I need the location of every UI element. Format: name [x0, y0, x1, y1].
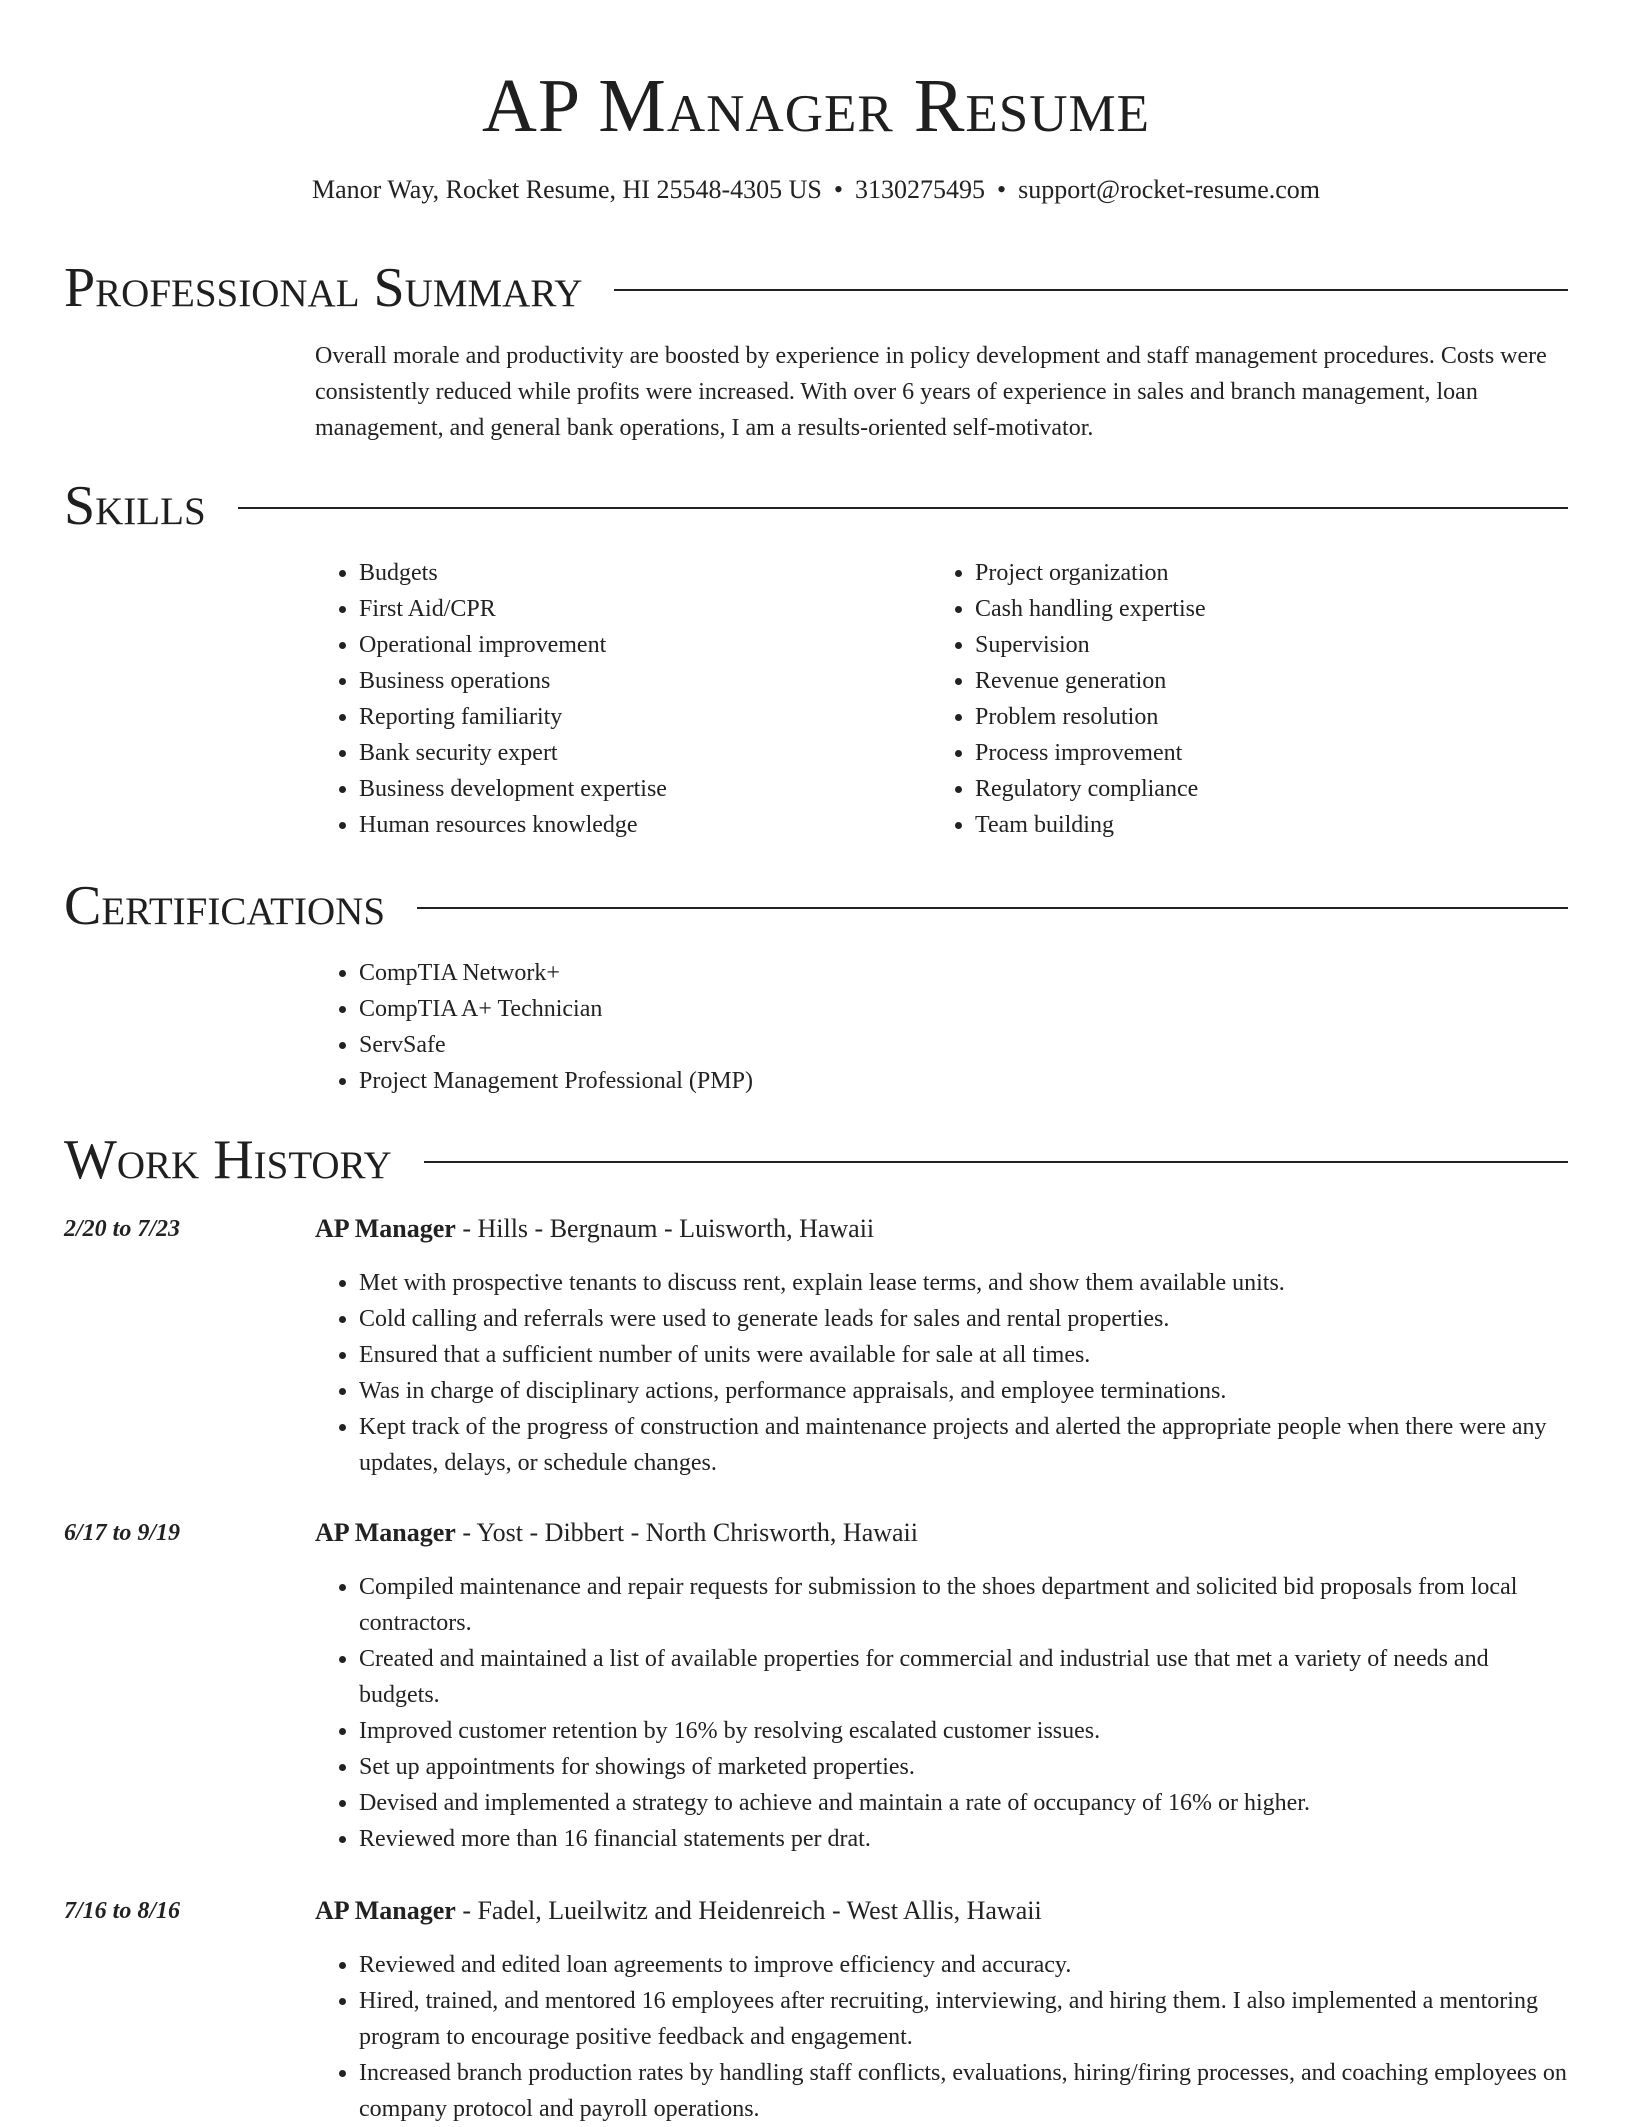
skill-item: • Business development expertise [359, 771, 931, 807]
section-divider [424, 1161, 1568, 1163]
contact-line [64, 172, 1568, 208]
skill-item: • Operational improvement [359, 627, 931, 663]
job-bullet: • Cold calling and referrals were used to generate leads for sales and rental properties. [359, 1301, 1568, 1337]
skill-item: • Problem resolution [975, 699, 1547, 735]
certifications-list [315, 955, 1568, 1099]
summary-heading: Professional Summary [64, 257, 583, 319]
job-bullet: • Increased branch production rates by handling staff conflicts, evaluations, hiring/firing processes, and coaching employees on company protocol and payroll operations. [359, 2055, 1568, 2127]
skills-column-right [931, 555, 1547, 843]
section-divider [417, 907, 1568, 909]
job-bullet: • Kept track of the progress of construction and maintenance projects and alerted the appropriate people when there were any updates, delays, or schedule changes. [359, 1409, 1568, 1481]
certifications-section-header [64, 874, 1568, 938]
page-title: AP Manager Resume [481, 64, 1151, 148]
summary-section-header [64, 256, 1568, 320]
job-bullet: • Created and maintained a list of available properties for commercial and industrial use that met a variety of needs and budgets. [359, 1641, 1568, 1713]
job-dates: 7/16 to 8/16 [64, 1898, 181, 1924]
skill-item: • Project organization [975, 555, 1547, 591]
job-role: AP Manager [315, 1214, 456, 1243]
job-heading [315, 1211, 874, 1247]
contact-phone: 3130275495 [854, 175, 985, 204]
skill-item: • Team building [975, 807, 1547, 843]
skill-item: • Cash handling expertise [975, 591, 1547, 627]
job-heading [315, 1893, 1042, 1929]
skills-heading: Skills [64, 475, 206, 537]
skill-item: • Process improvement [975, 735, 1547, 771]
certification-item: • CompTIA Network+ [359, 955, 1568, 991]
skill-item: • Human resources knowledge [359, 807, 931, 843]
skill-item: • Regulatory compliance [975, 771, 1547, 807]
job-bullet: • Improved customer retention by 16% by resolving escalated customer issues. [359, 1713, 1568, 1749]
job-employer: - Hills - Bergnaum - Luisworth, Hawaii [455, 1214, 875, 1243]
section-divider [614, 289, 1568, 291]
certification-item: • Project Management Professional (PMP) [359, 1063, 1568, 1099]
work-history-section-header [64, 1128, 1568, 1192]
contact-address: Manor Way, Rocket Resume, HI 25548-4305 US [311, 175, 822, 204]
job-bullet: • Compiled maintenance and repair requests for submission to the shoes department and solicited bid proposals from local contractors. [359, 1569, 1568, 1641]
job-bullet: • Was in charge of disciplinary actions, performance appraisals, and employee terminations. [359, 1373, 1568, 1409]
job-bullet: • Set up appointments for showings of marketed properties. [359, 1749, 1568, 1785]
certification-item: • CompTIA A+ Technician [359, 991, 1568, 1027]
contact-email: support@rocket-resume.com [1018, 175, 1321, 204]
skill-item: • Budgets [359, 555, 931, 591]
job-bullet: • Ensured that a sufficient number of units were available for sale at all times. [359, 1337, 1568, 1373]
skill-item: • Revenue generation [975, 663, 1547, 699]
skill-item: • Supervision [975, 627, 1547, 663]
job-bullet: • Hired, trained, and mentored 16 employees after recruiting, interviewing, and hiring them. I also implemented a mentoring program to encourage positive feedback and engagement. [359, 1983, 1568, 2055]
job-bullets [315, 1947, 1568, 2127]
job-heading [315, 1515, 918, 1551]
contact-separator: • [833, 175, 843, 204]
job-role: AP Manager [315, 1518, 456, 1547]
job-role: AP Manager [315, 1896, 456, 1925]
summary-text: Overall morale and productivity are boosted by experience in policy development and staff management procedures. Costs were consistently reduced while profits were increased. With over 6 years of experience in sales and branch management, loan management, and general bank operations, I am a results-oriented self-motivator. [315, 343, 1547, 441]
section-divider [238, 507, 1568, 509]
skill-item: • Business operations [359, 663, 931, 699]
skill-item: • First Aid/CPR [359, 591, 931, 627]
contact-separator: • [996, 175, 1007, 204]
job-employer: - Fadel, Lueilwitz and Heidenreich - West Allis, Hawaii [455, 1896, 1042, 1925]
skills-section-header [64, 474, 1568, 538]
skill-item: • Bank security expert [359, 735, 931, 771]
job-bullet: • Met with prospective tenants to discuss rent, explain lease terms, and show them available units. [359, 1265, 1568, 1301]
job-bullets [315, 1569, 1568, 1857]
job-bullets [315, 1265, 1568, 1481]
job-bullet: • Devised and implemented a strategy to achieve and maintain a rate of occupancy of 16% or higher. [359, 1785, 1568, 1821]
skill-item: • Reporting familiarity [359, 699, 931, 735]
skills-column-left [315, 555, 931, 843]
job-bullet: • Reviewed more than 16 financial statements per drat. [359, 1821, 1568, 1857]
certifications-heading: Certifications [64, 875, 386, 937]
skills-list [315, 555, 1568, 843]
job-employer: - Yost - Dibbert - North Chrisworth, Hawaii [455, 1518, 918, 1547]
work-history-heading: Work History [64, 1129, 392, 1191]
job-dates: 2/20 to 7/23 [64, 1216, 181, 1242]
job-dates: 6/17 to 9/19 [64, 1520, 181, 1546]
certification-item: • ServSafe [359, 1027, 1568, 1063]
job-bullet: • Reviewed and edited loan agreements to improve efficiency and accuracy. [359, 1947, 1568, 1983]
